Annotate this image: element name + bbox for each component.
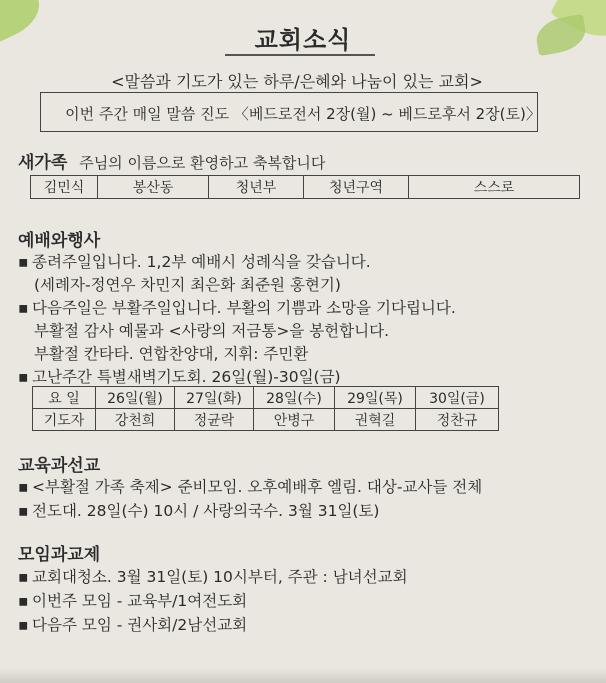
schedule-day: 30일(금) [416, 387, 499, 409]
table-row [33, 387, 499, 409]
schedule-day: 29일(목) [335, 387, 416, 409]
family-heading: 새가족 [18, 153, 68, 173]
worship-line-4: 부활절 감사 예물과 <사랑의 저금통>을 봉헌합니다. [34, 322, 389, 340]
meetings-line-3: ▪ 다음주 모임 - 권사회/2남선교회 [18, 616, 248, 634]
education-line-1: ▪ <부활절 가족 축제> 준비모임. 오후예배후 엘림. 대상-교사들 전체 [18, 478, 483, 496]
family-name: 김민식 [31, 176, 98, 199]
family-group: 청년구역 [304, 176, 409, 199]
table-row [31, 176, 580, 199]
family-area: 봉산동 [98, 176, 209, 199]
family-dept: 청년부 [209, 176, 304, 199]
verse-headline: <말씀과 기도가 있는 하루/은혜와 나눔이 있는 교회> [62, 69, 532, 92]
education-line-2: ▪ 전도대. 28일(수) 10시 / 사랑의국수. 3월 31일(토) [18, 502, 380, 520]
schedule-leader: 정균락 [175, 409, 254, 431]
worship-line-2: (세례자-정연우 차민지 최은화 최준원 홍현기) [34, 276, 341, 294]
worship-heading: 예배와행사 [18, 231, 101, 251]
worship-line-5: 부활절 칸타타. 연합찬양대, 지휘: 주민환 [34, 345, 309, 363]
schedule-leader: 정찬규 [416, 409, 499, 431]
family-table [30, 175, 580, 199]
schedule-day: 26일(월) [96, 387, 175, 409]
meetings-heading: 모임과교제 [18, 545, 101, 565]
title-underline [225, 54, 375, 56]
table-row [33, 409, 499, 431]
worship-line-3: ▪ 다음주일은 부활주일입니다. 부활의 기쁨과 소망을 기다립니다. [18, 299, 456, 317]
worship-line-6: ▪ 고난주간 특별새벽기도회. 26일(월)-30일(금) [18, 368, 341, 386]
schedule-day: 27일(화) [175, 387, 254, 409]
family-section [18, 148, 325, 173]
meetings-line-1: ▪ 교회대청소. 3월 31일(토) 10시부터, 주관 : 남녀선교회 [18, 568, 408, 586]
page-title: 교회소식 [254, 26, 352, 54]
verse-progress: 이번 주간 매일 말씀 진도 〈베드로전서 2장(월) ~ 베드로후서 2장(토)〉 [65, 105, 541, 123]
education-heading: 교육과선교 [18, 456, 101, 476]
schedule-day: 28일(수) [254, 387, 335, 409]
schedule-leader: 강천희 [96, 409, 175, 431]
page-bottom-edge [0, 668, 606, 683]
schedule-leader: 기도자 [33, 409, 96, 431]
schedule-leader: 권혁길 [335, 409, 416, 431]
schedule-day: 요 일 [33, 387, 96, 409]
family-referral: 스스로 [409, 176, 580, 199]
worship-line-1: ▪ 종려주일입니다. 1,2부 예배시 성례식을 갖습니다. [18, 253, 371, 271]
family-note: 주님의 이름으로 환영하고 축복합니다 [79, 154, 326, 172]
meetings-line-2: ▪ 이번주 모임 - 교육부/1여전도회 [18, 592, 248, 610]
schedule-leader: 안병구 [254, 409, 335, 431]
prayer-schedule-table [32, 386, 499, 431]
